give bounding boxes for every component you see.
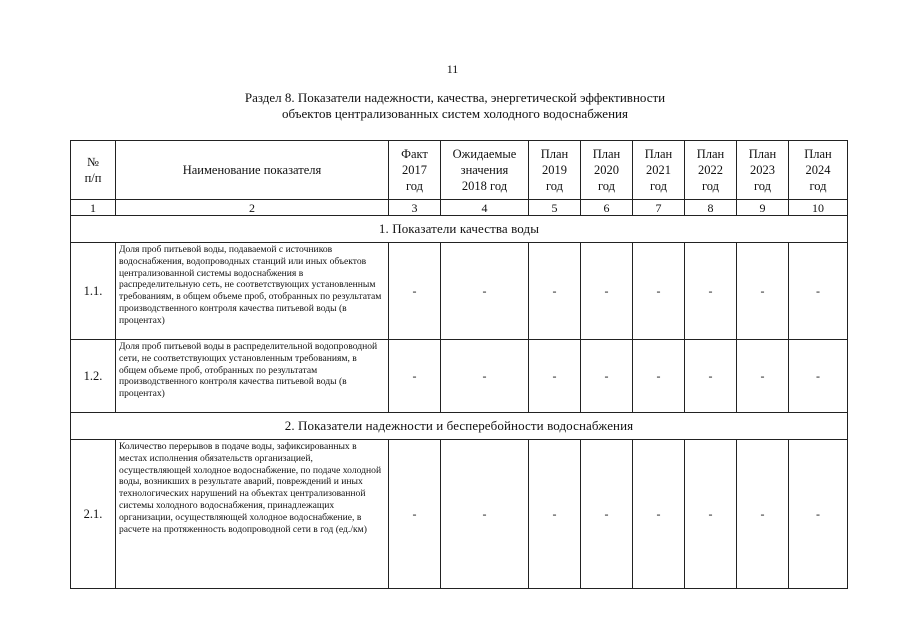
row-description: Доля проб питьевой воды в распределительной водопроводной сети, не соответствующих установленным требованиям, в общем объеме проб, отобранных по результатам производственного контроля качества питьевой воды (в процентах) — [116, 340, 389, 413]
header-plan-2024: План 2024 год — [789, 141, 848, 200]
section-heading-line-1: Раздел 8. Показатели надежности, качества, энергетической эффективности — [244, 90, 666, 105]
column-number: 7 — [633, 200, 685, 216]
header-plan-2023: План 2023 год — [737, 141, 789, 200]
value-fact-2017: - — [389, 243, 441, 340]
value-plan-2021: - — [633, 440, 685, 589]
section-heading — [150, 90, 760, 122]
value-plan-2020: - — [581, 340, 633, 413]
header-name: Наименование показателя — [116, 141, 389, 200]
value-fact-2017: - — [389, 340, 441, 413]
value-plan-2021: - — [633, 243, 685, 340]
value-plan-2024: - — [789, 440, 848, 589]
column-number: 9 — [737, 200, 789, 216]
value-plan-2022: - — [685, 243, 737, 340]
section-heading-line-2: объектов централизованных систем холодного водоснабжения — [282, 106, 628, 121]
value-plan-2022: - — [685, 340, 737, 413]
section-title-quality: 1. Показатели качества воды — [71, 216, 848, 243]
value-plan-2023: - — [737, 440, 789, 589]
value-expected-2018: - — [441, 243, 529, 340]
header-plan-2019: План 2019 год — [529, 141, 581, 200]
table-row — [71, 340, 848, 413]
value-plan-2019: - — [529, 340, 581, 413]
row-number: 1.1. — [71, 243, 116, 340]
header-plan-2021: План 2021 год — [633, 141, 685, 200]
value-plan-2022: - — [685, 440, 737, 589]
column-number: 3 — [389, 200, 441, 216]
column-number: 4 — [441, 200, 529, 216]
value-plan-2019: - — [529, 440, 581, 589]
section-title-reliability: 2. Показатели надежности и бесперебойности водоснабжения — [71, 413, 848, 440]
value-plan-2024: - — [789, 340, 848, 413]
table-row — [71, 440, 848, 589]
header-plan-2020: План 2020 год — [581, 141, 633, 200]
value-plan-2019: - — [529, 243, 581, 340]
row-number: 1.2. — [71, 340, 116, 413]
value-plan-2020: - — [581, 440, 633, 589]
column-number: 6 — [581, 200, 633, 216]
value-plan-2023: - — [737, 243, 789, 340]
indicators-table — [70, 140, 848, 589]
page-number: 11 — [446, 62, 459, 76]
section-row-quality — [71, 216, 848, 243]
value-plan-2020: - — [581, 243, 633, 340]
column-number-row — [71, 200, 848, 216]
column-number: 2 — [116, 200, 389, 216]
value-fact-2017: - — [389, 440, 441, 589]
column-number: 5 — [529, 200, 581, 216]
header-num: № п/п — [71, 141, 116, 200]
header-expected-2018: Ожидаемые значения 2018 год — [441, 141, 529, 200]
row-number: 2.1. — [71, 440, 116, 589]
value-expected-2018: - — [441, 440, 529, 589]
header-plan-2022: План 2022 год — [685, 141, 737, 200]
row-description: Количество перерывов в подаче воды, зафиксированных в местах исполнения обязательств организацией, осуществляющей холодное водоснабжение, по подаче холодной воды, возникших в результате аварий, повреждений и иных технологических нарушений на объектах централизованной системы холодного водоснабжения, принадлежащих организации, осуществляющей холодное водоснабжение, в расчете на протяженность водопроводной сети в год (ед./км) — [116, 440, 389, 589]
row-description: Доля проб питьевой воды, подаваемой с источников водоснабжения, водопроводных станций или иных объектов централизованной системы водоснабжения в распределительную сеть, не соответствующих установленным требованиям, в общем объеме проб, отобранных по результатам производственного контроля качества питьевой воды (в процентах) — [116, 243, 389, 340]
value-plan-2024: - — [789, 243, 848, 340]
column-number: 1 — [71, 200, 116, 216]
section-row-reliability — [71, 413, 848, 440]
value-plan-2021: - — [633, 340, 685, 413]
header-row — [71, 141, 848, 200]
table-row — [71, 243, 848, 340]
column-number: 8 — [685, 200, 737, 216]
header-fact-2017: Факт 2017 год — [389, 141, 441, 200]
column-number: 10 — [789, 200, 848, 216]
value-expected-2018: - — [441, 340, 529, 413]
value-plan-2023: - — [737, 340, 789, 413]
